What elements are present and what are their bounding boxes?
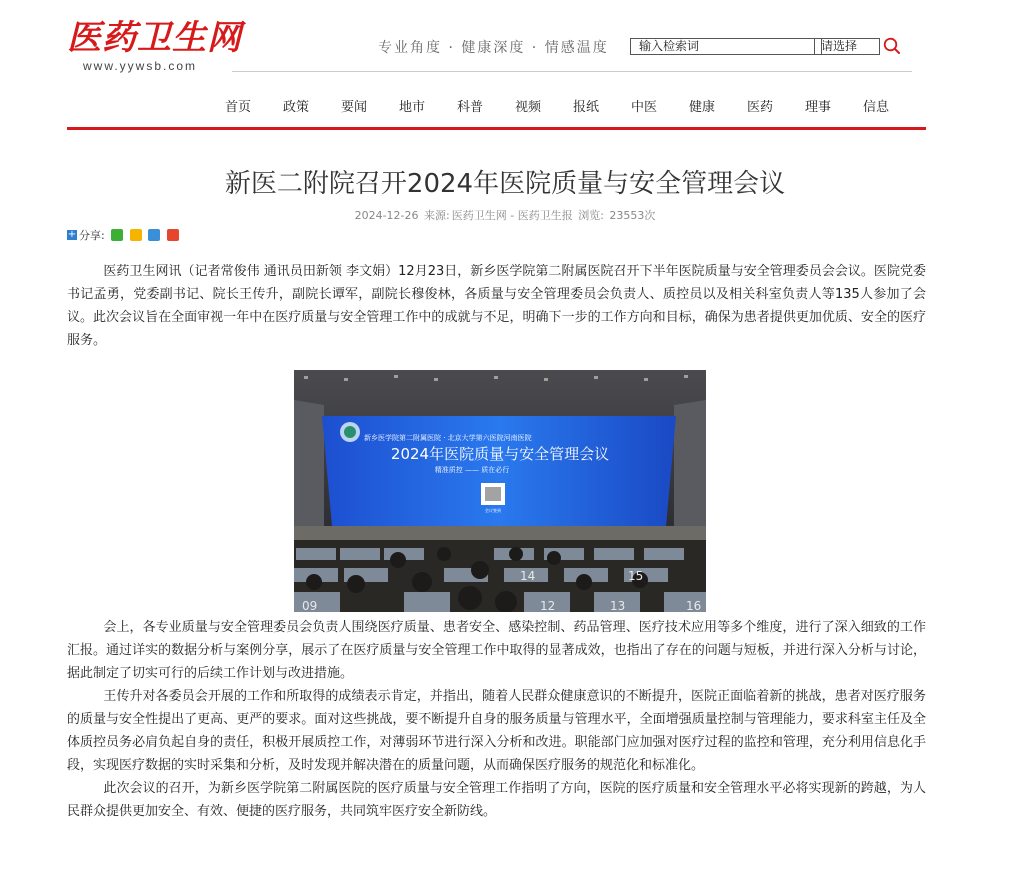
nav-item-newspaper[interactable]: 报纸: [572, 100, 599, 115]
nav-item-policy[interactable]: 政策: [282, 100, 309, 115]
nav-item-tcm[interactable]: 中医: [630, 100, 657, 115]
screen-title: 2024年医院质量与安全管理会议: [390, 445, 610, 463]
article-paragraph-1: 医药卫生网讯（记者常俊伟 通讯员田新领 李文娟）12月23日，新乡医学院第二附属医院召开下半年医院质量与安全管理委员会会议。医院党委书记孟勇，党委副书记、院长王传升，副院长谭军，副院长穆俊林，各质量与安全管理委员会负责人、质控员以及相关科室负责人等135人参加了会议。此次会议旨在全面审视一年中在医疗质量与安全管理工作中的成就与不足，明确下一步的工作方向和目标，确保为患者提供更加优质、安全的医疗服务。: [67, 264, 926, 348]
seat-number-1: 09: [302, 599, 318, 612]
share-label: 分享:: [79, 229, 105, 242]
article-views: 23553次: [609, 209, 656, 222]
seat-number-5: 15: [628, 569, 644, 583]
header-divider: [232, 71, 912, 72]
nav-item-news[interactable]: 要闻: [340, 100, 367, 115]
source-label: 来源:: [424, 209, 450, 222]
share-bar: [67, 227, 179, 243]
article-paragraph-2: 会上，各专业质量与安全管理委员会负责人围绕医疗质量、患者安全、感染控制、药品管理、医疗技术应用等多个维度，进行了深入细致的工作汇报。通过详实的数据分析与案例分享，展示了在医疗质量与安全管理工作中取得的显著成效，也指出了存在的问题与短板，并进行深入分析与讨论，据此制定了切实可行的后续工作计划与改进措施。: [67, 620, 926, 681]
search-category-select[interactable]: 请选择: [814, 38, 880, 55]
seat-number-4: 14: [520, 569, 536, 583]
article-photo: [294, 370, 706, 612]
share-plus-icon[interactable]: +: [67, 229, 77, 240]
meeting-photo-illustration: [294, 370, 706, 612]
qzone-share-icon[interactable]: [130, 229, 142, 241]
logo-text: 医药卫生网: [67, 18, 242, 58]
site-logo[interactable]: [67, 18, 242, 78]
search-icon: [882, 36, 902, 56]
qq-share-icon[interactable]: [148, 229, 160, 241]
article-meta: [0, 207, 1010, 223]
seat-number-2: 12: [540, 599, 556, 612]
nav-item-medicine[interactable]: 医药: [746, 100, 773, 115]
nav-item-local[interactable]: 地市: [398, 100, 425, 115]
header-red-bar: [67, 127, 926, 130]
nav-item-info[interactable]: 信息: [862, 100, 889, 115]
seat-number-6: 16: [686, 599, 702, 612]
nav-item-video[interactable]: 视频: [514, 100, 541, 115]
nav-item-science[interactable]: 科普: [456, 100, 483, 115]
seat-number-3: 13: [610, 599, 626, 612]
nav-item-health[interactable]: 健康: [688, 100, 715, 115]
article-date: 2024-12-26: [354, 209, 419, 222]
screen-qr-label: 会议签到: [485, 508, 501, 513]
article-body-top: [67, 260, 926, 352]
screen-hospital-line: 新乡医学院第二附属医院 · 北京大学第六医院河南医院: [364, 434, 532, 442]
search-button[interactable]: [882, 36, 902, 56]
weibo-share-icon[interactable]: [167, 229, 179, 241]
search-input[interactable]: 输入检索词: [630, 38, 822, 55]
views-label: 浏览:: [578, 209, 604, 222]
wechat-share-icon[interactable]: [111, 229, 123, 241]
nav-item-council[interactable]: 理事: [804, 100, 831, 115]
article-source[interactable]: 医药卫生网 - 医药卫生报: [451, 209, 573, 222]
nav-item-home[interactable]: 首页: [224, 100, 251, 115]
article-paragraph-4: 此次会议的召开，为新乡医学院第二附属医院的医疗质量与安全管理工作指明了方向，医院的医疗质量和安全管理水平必将实现新的跨越，为人民群众提供更加安全、有效、便捷的医疗服务，共同筑牢医疗安全新防线。: [67, 781, 926, 819]
screen-subtitle: 精准质控 —— 质在必行: [434, 466, 510, 474]
site-header: [0, 0, 1010, 135]
logo-url: www.yywsb.com: [83, 59, 198, 73]
article-paragraph-3: 王传升对各委员会开展的工作和所取得的成绩表示肯定，并指出，随着人民群众健康意识的不断提升，医院正面临着新的挑战，患者对医疗服务的质量与安全性提出了更高、更严的要求。面对这些挑战，要不断提升自身的服务质量与管理水平，全面增强质量控制与管理能力，要求科室主任及全体质控员务必肩负起自身的责任，积极开展质控工作，对薄弱环节进行深入分析和改进。职能部门应加强对医疗过程的监控和管理，充分利用信息化手段，实现医疗数据的实时采集和分析，及时发现并解决潜在的质量问题，从而确保医疗服务的规范化和标准化。: [67, 689, 926, 773]
article-title: 新医二附院召开2024年医院质量与安全管理会议: [224, 169, 786, 199]
site-slogan: 专业角度 · 健康深度 · 情感温度: [378, 40, 609, 56]
article-body-bottom: [67, 616, 926, 823]
